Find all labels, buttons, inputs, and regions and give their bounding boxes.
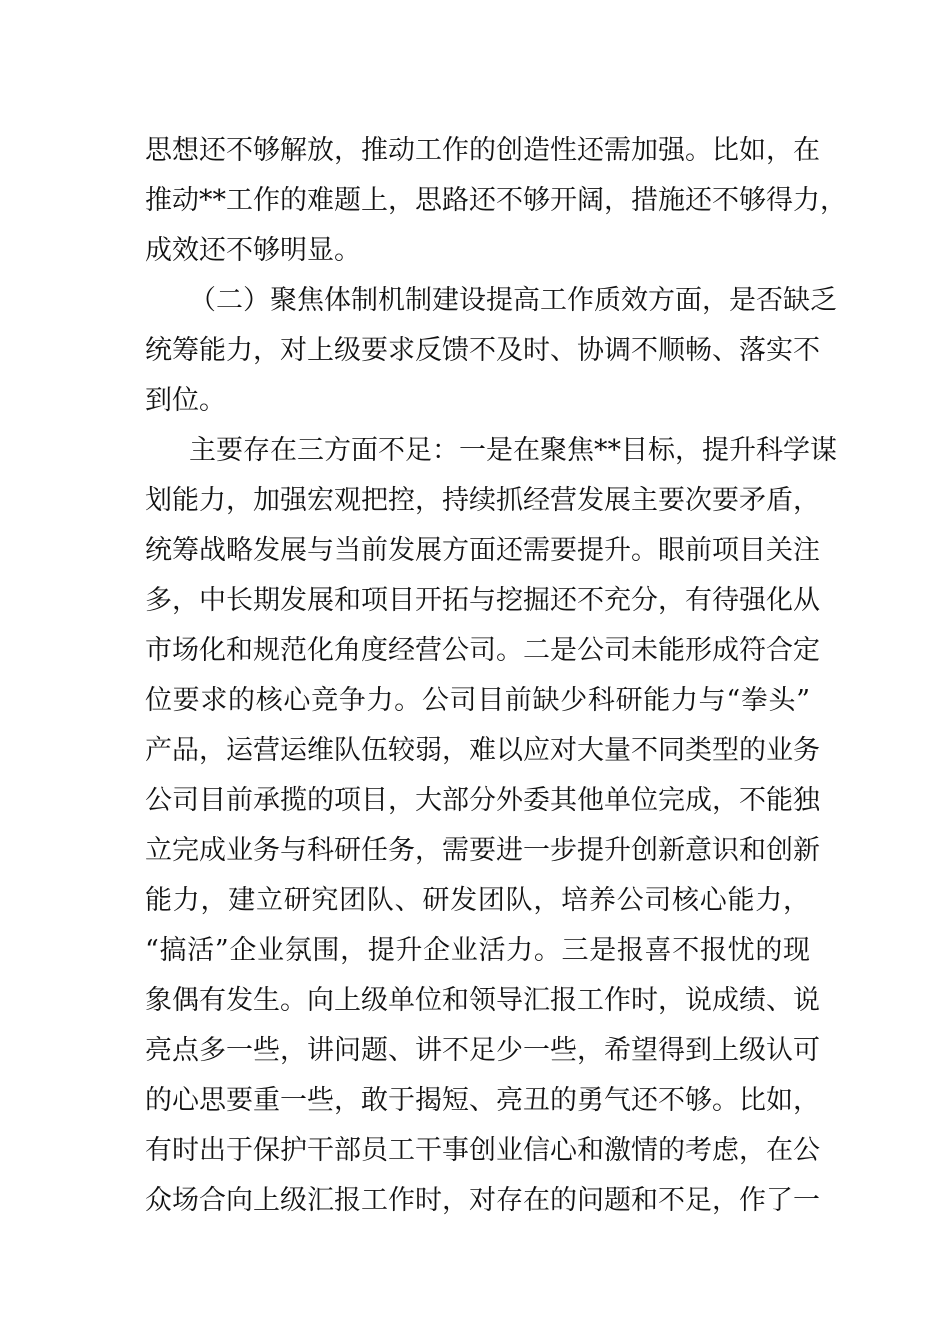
paragraph-3-line-16: 众场合向上级汇报工作时，对存在的问题和不足，作了一: [145, 1185, 820, 1216]
paragraph-3-line-9: 立完成业务与科研任务，需要进一步提升创新意识和创新: [145, 835, 820, 866]
paragraph-3-line-14: 的心思要重一些，敢于揭短、亮丑的勇气还不够。比如，: [145, 1085, 820, 1116]
paragraph-2-line-3: 到位。: [145, 385, 226, 416]
paragraph-3-line-4: 多，中长期发展和项目开拓与挖掘还不充分，有待强化从: [145, 585, 820, 616]
paragraph-1-line-1: 思想还不够解放，推动工作的创造性还需加强。比如，在: [145, 135, 820, 166]
paragraph-3-line-10: 能力，建立研究团队、研发团队，培养公司核心能力，: [145, 885, 810, 916]
paragraph-3-line-15: 有时出于保护干部员工干事创业信心和激情的考虑，在公: [145, 1135, 820, 1166]
paragraph-3-line-11: “搞活”企业氛围，提升企业活力。三是报喜不报忧的现: [145, 935, 810, 966]
paragraph-3-line-6: 位要求的核心竞争力。公司目前缺少科研能力与“拳头”: [145, 685, 810, 716]
paragraph-2-line-2: 统筹能力，对上级要求反馈不及时、协调不顺畅、落实不: [145, 335, 820, 366]
paragraph-2-line-1: （二）聚焦体制机制建设提高工作质效方面，是否缺乏: [189, 285, 837, 316]
paragraph-3-line-8: 公司目前承揽的项目，大部分外委其他单位完成，不能独: [145, 785, 820, 816]
paragraph-1-line-3: 成效还不够明显。: [145, 235, 361, 266]
paragraph-3-line-7: 产品，运营运维队伍较弱，难以应对大量不同类型的业务: [145, 735, 820, 766]
paragraph-1-line-2: 推动**工作的难题上，思路还不够开阔，措施还不够得力，: [145, 185, 847, 216]
paragraph-3-line-3: 统筹战略发展与当前发展方面还需要提升。眼前项目关注: [145, 535, 820, 566]
paragraph-3-line-1: 主要存在三方面不足：一是在聚焦**目标，提升科学谋: [189, 435, 837, 466]
paragraph-3-line-13: 亮点多一些，讲问题、讲不足少一些，希望得到上级认可: [145, 1035, 820, 1066]
paragraph-3-line-5: 市场化和规范化角度经营公司。二是公司未能形成符合定: [145, 635, 820, 666]
paragraph-3-line-2: 划能力，加强宏观把控，持续抓经营发展主要次要矛盾，: [145, 485, 820, 516]
paragraph-3-line-12: 象偶有发生。向上级单位和领导汇报工作时，说成绩、说: [145, 985, 820, 1016]
